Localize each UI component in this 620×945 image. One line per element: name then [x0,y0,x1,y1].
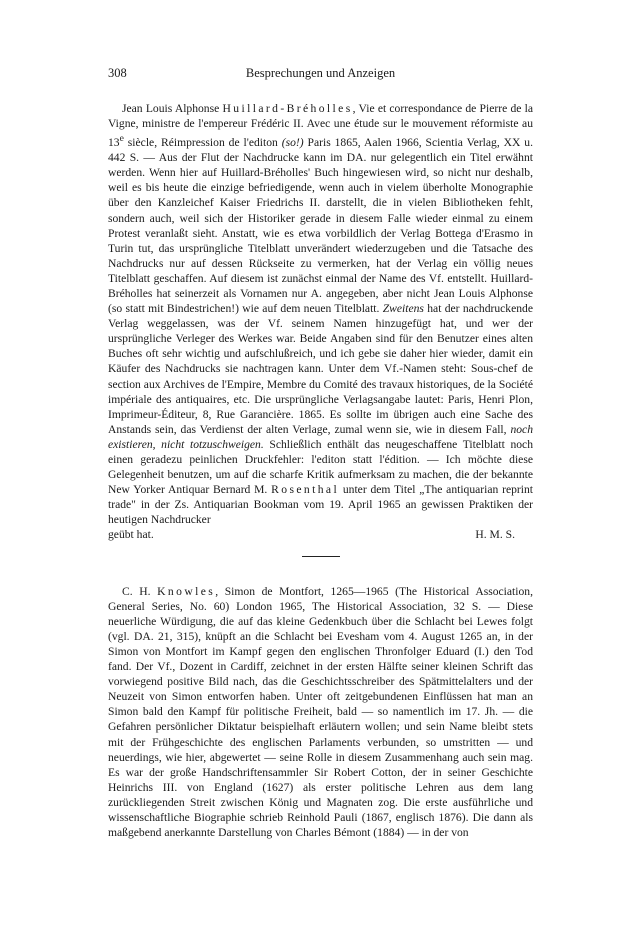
body-text [108,101,533,840]
review-separator [302,556,340,557]
review1-title-superscript: e [119,133,124,145]
review1-author-first: Jean Louis Alphonse [122,102,220,115]
review2-text: , Simon de Montfort, 1265—1965 (The Historical Association, General Series, No. 60) London 1965, The Historical Association, 32 S. — Diese neuerliche Würdigung, die auf das kleine Gedenkbuch über die Schlacht bei Lewes folgt (vgl. DA. 21, 315), knüpft an die Schlacht bei Evesham vom 4. August 1265 an, in der Simon von Montfort im Kampf gegen den englischen Thronfolger Eduard (I.) den Tod fand. Der Vf., Dozent in Cardiff, zeichnet in der ersten Hälfte seiner kleinen Schrift das vorwiegend positive Bild nach, das die Geschichtsschreiber des Spätmittelalters und der Neuzeit von Simon entworfen haben. Unter oft zeitgebundenen Einflüssen hat man an Simon bald den Kampf für politische Freiheit, bald — so namentlich im 17. Jh. — die Gefahren persönlicher Diktatur beispielhaft erläutern wollen; und sein Name bleibt stets mit der Frühgeschichte des englischen Parlaments verbunden, so umstritten — und neuerdings, wie hier, abgewertet — seine Rolle in diesem Zusammenhang auch sein mag. Es war der große Handschriftensammler Sir Robert Cotton, der in seiner Geschichte Heinrichs III. von England (1627) als erster politische Lehren aus dem lang zurückliegenden Streit zwischen König und Magnaten zog. Die erste ausführliche und wissenschaftliche Biographie schrieb Reinhold Pauli (1867, englisch 1876). Die dann als maßgebend anerkannte Darstellung von Charles Bémont (1884) — in der von [108,584,533,840]
page-header [108,66,533,84]
review1-author-last: Huillard-Bréholles [222,102,353,115]
review1-text-b: hat der nachdruckende Verlag weggelassen, was der Vf. seinem Namen hinzugefügt hat, und wer der ursprüngliche Verleger des Werkes war. Beide Angaben sind für den Benutzer eines alten Buches oft sehr wichtig und aufschlußreich, und ich gebe sie daher hier wieder, damit ein Käufer des Nachdrucks sie nachtragen kann. Unter dem Vf.-Namen steht: Sous-chef de section aux Archives de l'Empire, Membre du Comité des travaux historiques, de la Société impériale des antiquaires, etc. Die ursprüngliche Verlagsangabe lautet: Paris, Henri Plon, Imprimeur-Éditeur, 8, Rue Garancière. 1865. Es sollte im übrigen auch eine Sache des Anstands sein, das Verdienst der alten Verlage, zumal wenn sie, wie in diesem Fall, [108,302,533,436]
review-huillard-breholles [108,101,533,527]
page-number: 308 [108,66,127,80]
review-knowles [108,584,533,841]
review1-sic-note: (so!) [281,136,304,150]
review2-author-first: C. H. [122,584,151,598]
review1-name-rosenthal: Rosenthal [271,483,340,497]
review1-title-rest: siècle, Réimpression de l'editon [123,136,282,150]
review1-last-words: geübt hat. [108,528,154,542]
review1-emphasis-noch-existieren: noch existieren, nicht totzuschweigen. [108,422,533,451]
review1-title: , Vie et correspondance de Pierre de la Vigne, ministre de l'empereur Frédéric II. Avec une étude sur le mouvement réformiste au 13 [108,102,533,150]
running-head: Besprechungen und Anzeigen [245,66,396,80]
review1-text-c: Schließlich enthält das neugeschaffene Titelblatt noch einen geradezu peinlichen Druckfehler: l'editon statt l'édition. — Ich möchte diese Gelegenheit benutzen, um auf die scharfe Kritik aufmerksam zu machen, die der bekannte New Yorker Antiquar Bernard M. [108,437,533,497]
review2-author-last: Knowles [157,584,216,598]
review1-signature: H. M. S. [475,528,515,542]
review1-text-a: Paris 1865, Aalen 1966, Scientia Verlag, XX u. 442 S. — Aus der Flut der Nachdrucke kann im DA. nur gelegentlich ein Titel erwähnt werden. Wenn hier auf Huillard-Bréholles' Buch hingewiesen wird, so nicht nur deshalb, weil es bis heute die einzige befriedigende, wenn auch in vielem überholte Monographie über den Kanzleichef Kaiser Friedrichs II. darstellt, die in vielen Bibliotheken fehlt, sondern auch, weil sich der Historiker gerade in diesem Falle wieder einmal zu einem Protest veranlaßt sieht. Anstatt, wie es etwa vorbildlich der Verlag Bottega d'Erasmo in Turin tut, das ursprüngliche Titelblatt unverändert wiederzugeben und die Tatsache des Nachdrucks nur auf dessen Rückseite zu vermerken, hat der Verlag ein völlig neues Titelblatt geschaffen. Auf diesem ist zunächst einmal der Name des Vf. entstellt. Huillard-Bréholles hat seinerzeit als Vornamen nur A. angegeben, aber nicht Jean Louis Alphonse (so statt mit Bindestrichen!) wie auf dem neuen Titelblatt. [108,136,533,316]
review1-closing-line [108,527,533,542]
review1-text-d: unter dem Titel „The antiquarian reprint trade" in der Zs. Antiquarian Bookman vom 19. April 1965 an gewissen Praktiken der heutigen Nachdrucker [108,483,533,527]
review1-emphasis-zweitens: Zweitens [382,302,424,316]
